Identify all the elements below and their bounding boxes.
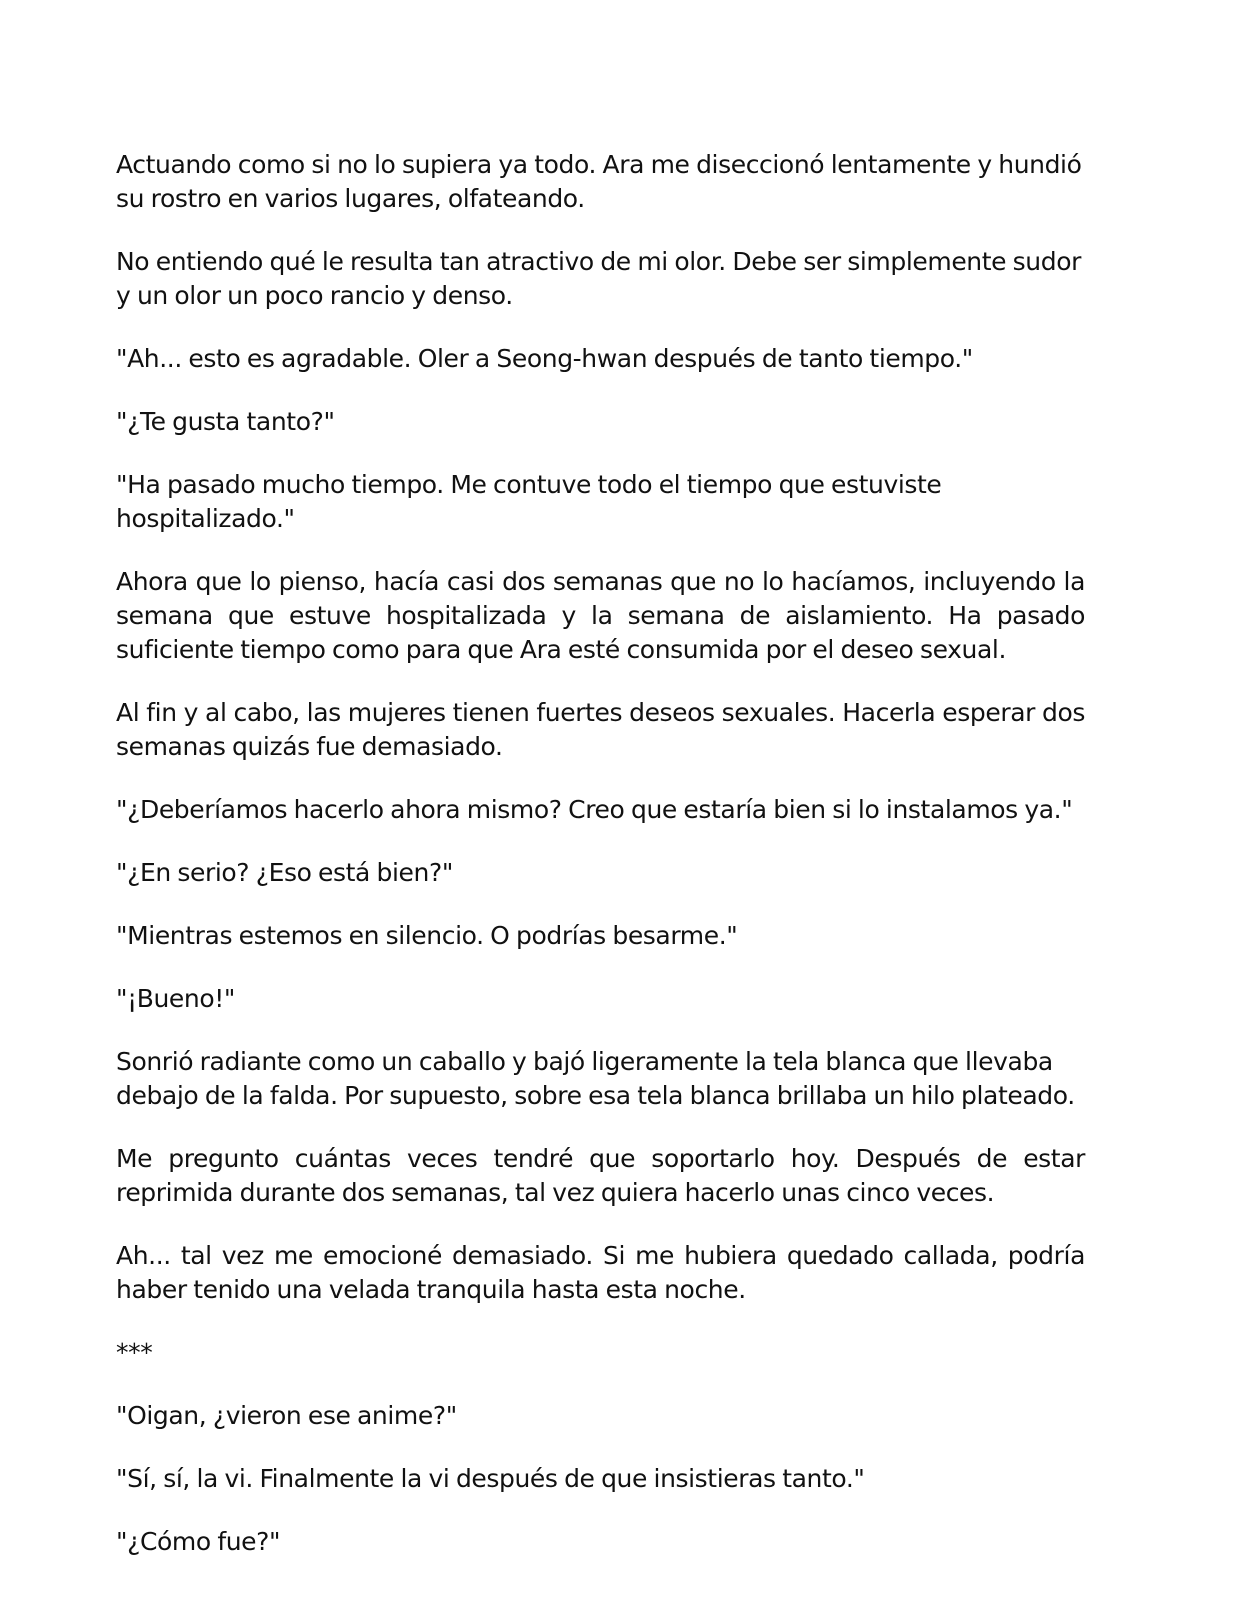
paragraph-4: "¿Te gusta tanto?" <box>116 407 335 436</box>
paragraph-2: No entiendo qué le resulta tan atractivo de mi olor. Debe ser simplemente sudor y un olor un poco rancio y denso. <box>116 247 1081 310</box>
paragraph-12: Sonrió radiante como un caballo y bajó ligeramente la tela blanca que llevaba debajo de la falda. Por supuesto, sobre esa tela blanca brillaba un hilo plateado. <box>116 1047 1075 1110</box>
paragraph-10: "Mientras estemos en silencio. O podrías besarme." <box>116 921 738 950</box>
paragraph-16: "Oigan, ¿vieron ese anime?" <box>116 1401 457 1430</box>
paragraph-13: Me pregunto cuántas veces tendré que soportarlo hoy. Después de estar reprimida durante dos semanas, tal vez quiera hacerlo unas cinco veces. <box>116 1144 1085 1207</box>
section-separator: *** <box>116 1338 153 1367</box>
paragraph-7: Al fin y al cabo, las mujeres tienen fuertes deseos sexuales. Hacerla esperar dos semanas quizás fue demasiado. <box>116 698 1085 761</box>
paragraph-1: Actuando como si no lo supiera ya todo. Ara me diseccionó lentamente y hundió su rostro en varios lugares, olfateando. <box>116 150 1082 213</box>
paragraph-6: Ahora que lo pienso, hacía casi dos semanas que no lo hacíamos, incluyendo la semana que estuve hospitalizada y la semana de aislamiento. Ha pasado suficiente tiempo como para que Ara esté consumida por el deseo sexual. <box>116 567 1085 664</box>
paragraph-18: "¿Cómo fue?" <box>116 1527 281 1556</box>
paragraph-5: "Ha pasado mucho tiempo. Me contuve todo el tiempo que estuviste hospitalizado." <box>116 470 942 533</box>
paragraph-3: "Ah... esto es agradable. Oler a Seong-hwan después de tanto tiempo." <box>116 344 973 373</box>
paragraph-9: "¿En serio? ¿Eso está bien?" <box>116 858 453 887</box>
paragraph-11: "¡Bueno!" <box>116 984 235 1013</box>
paragraph-14: Ah... tal vez me emocioné demasiado. Si me hubiera quedado callada, podría haber tenido una velada tranquila hasta esta noche. <box>116 1241 1085 1304</box>
paragraph-8: "¿Deberíamos hacerlo ahora mismo? Creo que estaría bien si lo instalamos ya." <box>116 795 1073 824</box>
paragraph-17: "Sí, sí, la vi. Finalmente la vi después de que insistieras tanto." <box>116 1464 865 1493</box>
document-page <box>116 148 1085 1588</box>
